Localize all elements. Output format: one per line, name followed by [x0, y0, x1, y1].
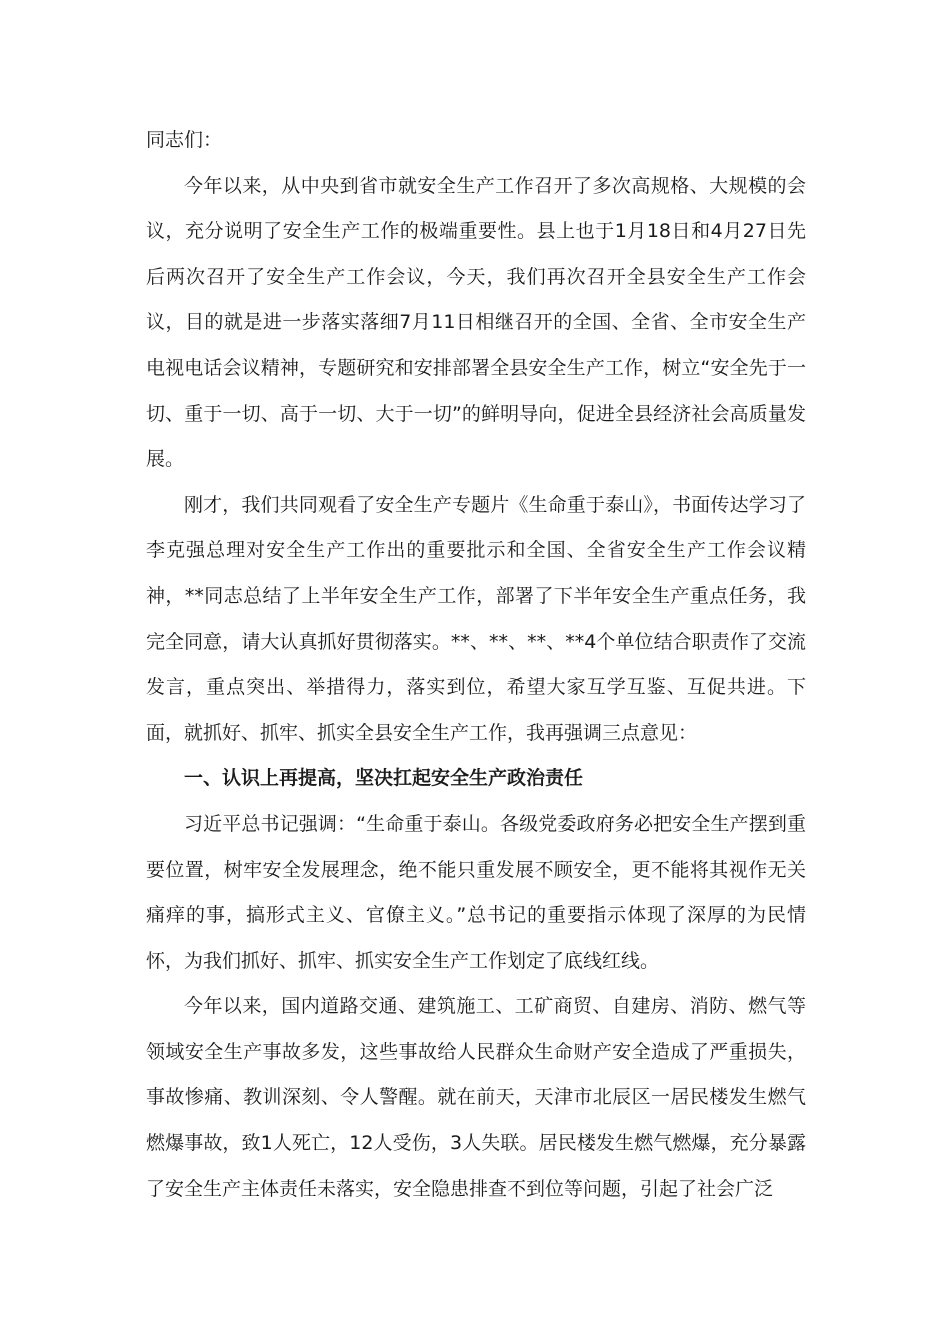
paragraph-accidents: 今年以来，国内道路交通、建筑施工、工矿商贸、自建房、消防、燃气等领域安全生产事故多发，这些事故给人民群众生命财产安全造成了严重损失，事故惨痛、教训深刻、令人警醒。就在前天，天津市北辰区一居民楼发生燃气燃爆事故，致1人死亡，12人受伤，3人失联。居民楼发生燃气燃爆，充分暴露了安全生产主体责任未落实，安全隐患排查不到位等问题，引起了社会广泛	[146, 995, 806, 1200]
document-body	[146, 118, 806, 1212]
paragraph-quote: 习近平总书记强调：“生命重于泰山。各级党委政府务必把安全生产摆到重要位置，树牢安全发展理念，绝不能只重发展不顾安全，更不能将其视作无关痛痒的事，搞形式主义、官僚主义。”总书记的重要指示体现了深厚的为民情怀，为我们抓好、抓牢、抓实安全生产工作划定了底线红线。	[146, 812, 806, 972]
paragraph-opening: 今年以来，从中央到省市就安全生产工作召开了多次高规格、大规模的会议，充分说明了安全生产工作的极端重要性。县上也于1月18日和4月27日先后两次召开了安全生产工作会议，今天，我们再次召开全县安全生产工作会议，目的就是进一步落实落细7月11日相继召开的全国、全省、全市安全生产电视电话会议精神，专题研究和安排部署全县安全生产工作，树立“安全先于一切、重于一切、高于一切、大于一切”的鲜明导向，促进全县经济社会高质量发展。	[146, 174, 806, 471]
salutation: 同志们：	[146, 129, 223, 151]
section-heading-1: 一、认识上再提高，坚决扛起安全生产政治责任	[184, 767, 584, 790]
paragraph-review: 刚才，我们共同观看了安全生产专题片《生命重于泰山》，书面传达学习了李克强总理对安全生产工作出的重要批示和全国、全省安全生产工作会议精神，**同志总结了上半年安全生产工作，部署了下半年安全生产重点任务，我完全同意，请大认真抓好贯彻落实。**、**、**、**4个单位结合职责作了交流发言，重点突出、举措得力，落实到位，希望大家互学互鉴、互促共进。下面，就抓好、抓牢、抓实全县安全生产工作，我再强调三点意见：	[146, 493, 806, 744]
